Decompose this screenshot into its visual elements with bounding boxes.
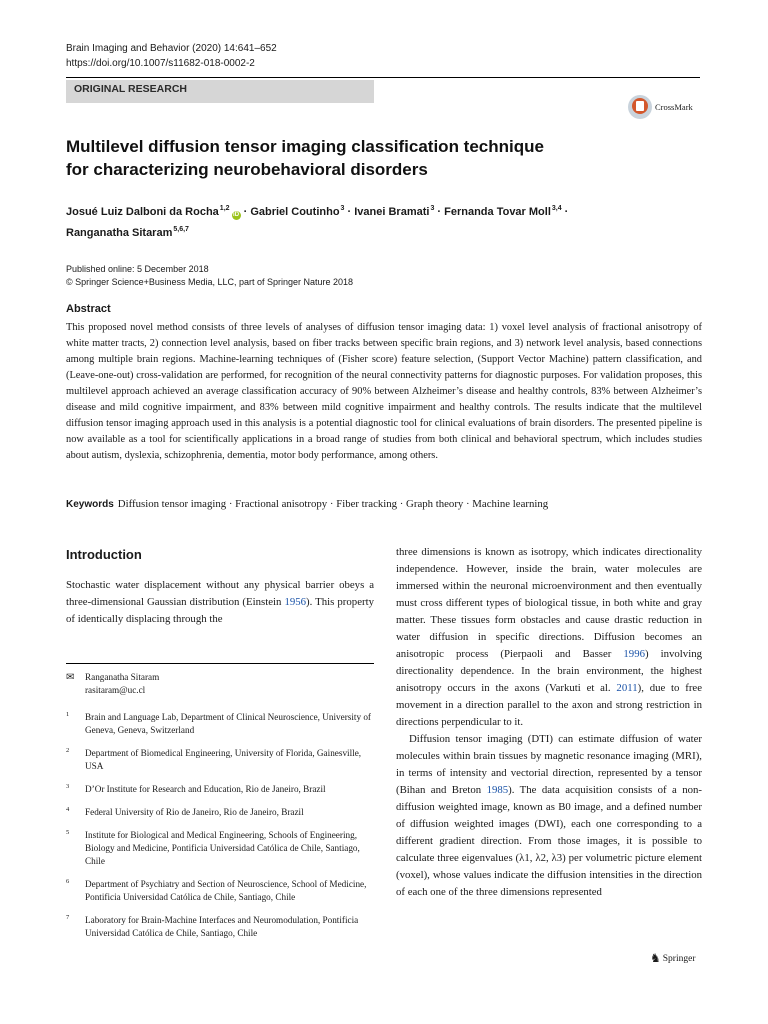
copyright-line: © Springer Science+Business Media, LLC, part of Springer Nature 2018 [66, 277, 354, 287]
author-affil-sup: 3 [340, 205, 345, 212]
citation-link[interactable]: 1985 [486, 784, 509, 796]
author-name[interactable]: Josué Luiz Dalboni da Rocha [66, 206, 219, 218]
body-text: Stochastic water displacement without any physical barrier obeys a three-dimensional Gaussian distribution (Einstein [66, 579, 374, 608]
body-text: three dimensions is known as isotropy, which indicates directionality independence. However, inside the brain, water molecules are immersed within the neuronal microenvironment and then eventually must cross different types of biological tissue, in both white and gray matter. These tissues form obstacles and cause drastic reduction in water diffusion in specific directions. Diffusion becomes an anisotropic process (Pierpaoli and Basser [396, 546, 702, 660]
affiliation-text: D’Or Institute for Research and Education, Rio de Janeiro, Brazil [85, 784, 326, 794]
affiliation-item [66, 914, 374, 940]
affiliation-item [66, 711, 374, 737]
intro-heading: Introduction [66, 547, 142, 562]
crossmark-label: CrossMark [655, 102, 693, 112]
body-text: ), due to free movement in a direction parallel to the axon and strong restriction in directions perpendicular to it. [396, 682, 703, 728]
affiliation-item [66, 878, 374, 904]
author-separator: · [434, 206, 445, 218]
affiliation-text: Federal University of Rio de Janeiro, Rio de Janeiro, Brazil [85, 807, 304, 817]
citation-link[interactable]: 1956 [284, 596, 307, 608]
article-title [66, 135, 626, 181]
body-paragraph [396, 731, 702, 901]
journal-citation: Brain Imaging and Behavior (2020) 14:641–652 [66, 43, 277, 54]
footnote-rule [66, 663, 374, 664]
affiliation-text: Laboratory for Brain-Machine Interfaces and Neuromodulation, Pontificia Universidad Católica de Chile, Santiago, Chile [85, 915, 359, 938]
affiliation-number: 6 [66, 878, 70, 885]
affiliation-item [66, 783, 374, 796]
affiliation-item [66, 747, 374, 773]
title-line: Multilevel diffusion tensor imaging classification technique [66, 137, 544, 156]
title-line: for characterizing neurobehavioral disorders [66, 160, 428, 179]
publication-info [66, 263, 353, 289]
author-name[interactable]: Ranganatha Sitaram [66, 227, 173, 239]
body-text: ). The data acquisition consists of a non-diffusion weighted image, known as B0 image, and a defined number of diffusion weighted images (DWI), each one corresponding to a different gradient direction. From those images, it is possible to calculate three eigenvalues (λ1, λ2, λ3) per volumetric picture element (voxel), whose values indicate the diffusion intensities in the direction of each one of the three dimensions represented [396, 784, 702, 898]
published-date: Published online: 5 December 2018 [66, 264, 209, 274]
intro-paragraph [66, 577, 374, 628]
author-name[interactable]: Gabriel Coutinho [250, 206, 340, 218]
affiliation-item [66, 829, 374, 868]
journal-header [66, 41, 277, 71]
author-separator: · [344, 206, 355, 218]
contact-name: Ranganatha Sitaram [85, 672, 160, 682]
author-affil-sup: 3 [430, 205, 435, 212]
abstract-text: This proposed novel method consists of three levels of analyses of diffusion tensor imaging data: 1) voxel level analysis of fractional anisotropy of white matter tracts, 2) connection level analysis, based on fiber tracks between specific brain regions, and 3) network level analysis, based connections among multiple brain regions. Machine-learning techniques of (Fisher score) feature selection, (Support Vector Machine) pattern classification, and (Leave-one-out) cross-validation are performed, for recognition of the neural connectivity patterns for diagnostic purposes. For validation proposes, this multilevel approach achieved an average classification accuracy of 90% between Alzheimer’s disease and healthy controls, 83% between Alzheimer’s disease and mild cognitive impairment, and 83% between mild cognitive impairment and healthy controls. The results indicate that the multilevel diffusion tensor imaging approach used in this analysis is a potential diagnostic tool for clinical evaluations of brain disorders. The presented pipeline is now available as a tool for scientifically applications in a broad range of studies from both clinical and behavioral spectrum, which includes studies about autism, dyslexia, schizophrenia, dementia, motor body performance, among others. [66, 322, 702, 461]
corresponding-author [66, 671, 374, 697]
keywords-label: Keywords [66, 499, 114, 510]
crossmark-badge[interactable] [628, 93, 702, 121]
section-band [66, 80, 374, 103]
affiliation-number: 7 [66, 914, 70, 921]
author-list [66, 200, 686, 242]
body-text: ). This property of identically displacing through the [66, 596, 374, 625]
author-affil-sup: 1,2 [219, 205, 230, 212]
body-text: Diffusion tensor imaging (DTI) can estimate diffusion of water molecules within brain tissues by magnetic resonance imaging (MRI), in terms of intensity and vectorial direction, represented by a tensor (Bihan and Breton [396, 733, 702, 796]
author-name[interactable]: Ivanei Bramati [354, 206, 430, 218]
citation-link[interactable]: 1996 [623, 648, 645, 660]
contact-email[interactable]: rasitaram@uc.cl [85, 685, 146, 695]
citation-link[interactable]: 2011 [616, 682, 638, 694]
doi-link[interactable]: https://doi.org/10.1007/s11682-018-0002-2 [66, 58, 255, 69]
body-text: ) involving directionality dependence. In the brain environment, the highest anisotropy occurs in the axons (Varkuti et al. [396, 648, 702, 694]
affiliation-text: Department of Psychiatry and Section of Neuroscience, School of Medicine, Pontificia Universidad Católica de Chile, Santiago, Chile [85, 879, 367, 902]
keywords [66, 497, 702, 512]
affiliation-item [66, 806, 374, 819]
publisher-name: Springer [662, 953, 696, 964]
envelope-icon: ✉ [66, 672, 75, 683]
right-column [396, 544, 702, 901]
crossmark-icon [628, 95, 652, 119]
affiliation-number: 5 [66, 829, 70, 836]
author-name[interactable]: Fernanda Tovar Moll [444, 206, 551, 218]
body-paragraph [396, 544, 702, 731]
section-label: ORIGINAL RESEARCH [74, 83, 187, 95]
publisher-footer [650, 951, 695, 966]
abstract-heading: Abstract [66, 303, 111, 315]
affiliation-number: 2 [66, 747, 70, 754]
affiliation-number: 4 [66, 806, 70, 813]
author-affil-sup: 5,6,7 [173, 226, 189, 233]
affiliation-number: 1 [66, 711, 70, 718]
affiliation-list [66, 711, 374, 950]
affiliation-text: Department of Biomedical Engineering, University of Florida, Gainesville, USA [85, 748, 362, 771]
header-rule [66, 77, 700, 78]
author-separator: · [561, 206, 569, 218]
author-separator: · [240, 206, 251, 218]
affiliation-number: 3 [66, 783, 70, 790]
affiliation-text: Institute for Biological and Medical Engineering, Schools of Engineering, Biology and Medicine, Pontificia Universidad Católica de Chile, Santiago, Chile [85, 830, 360, 866]
keywords-list: Diffusion tensor imaging · Fractional anisotropy · Fiber tracking · Graph theory · Machine learning [117, 498, 549, 510]
orcid-icon[interactable]: iD [233, 212, 240, 218]
author-affil-sup: 3,4 [551, 205, 562, 212]
springer-horse-icon: ♞ [650, 951, 661, 965]
affiliation-text: Brain and Language Lab, Department of Clinical Neuroscience, University of Geneva, Geneva, Switzerland [85, 712, 371, 735]
